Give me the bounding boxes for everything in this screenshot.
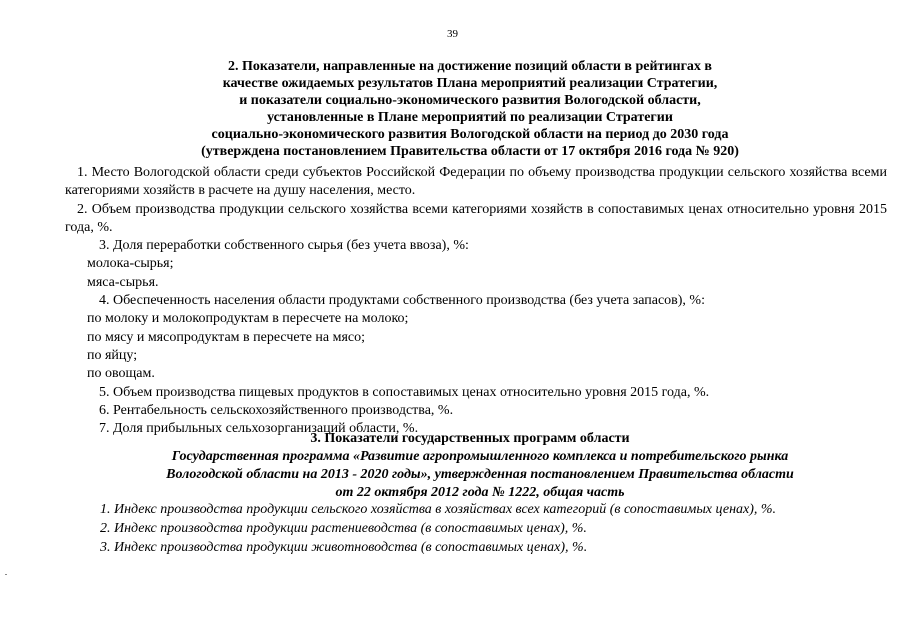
list-item: 3. Индекс производства продукции животноводства (в сопоставимых ценах), %. — [100, 540, 588, 555]
heading-line: социально-экономического развития Вологодской области на период до 2030 года — [211, 127, 729, 142]
list-subitem: по молоку и молокопродуктам в пересчете на молоко; — [87, 311, 409, 327]
heading-line: установленные в Плане мероприятий по реализации Стратегии — [267, 110, 673, 125]
list-subitem: по овощам. — [87, 366, 155, 382]
page-number: 39 — [447, 28, 458, 40]
heading-line: 2. Показатели, направленные на достижение позиций области в рейтингах в — [228, 59, 712, 74]
list-item: 1. Индекс производства продукции сельского хозяйства в хозяйствах всех категорий (в сопоставимых ценах), %. — [100, 502, 777, 517]
section-2-heading — [60, 58, 880, 160]
list-item: 2. Объем производства продукции сельского хозяйства всеми категориями хозяйств в сопоставимых ценах относительно уровня 2015 года, %. — [65, 201, 887, 235]
list-subitem: по яйцу; — [87, 347, 138, 363]
scan-mark — [5, 574, 7, 575]
list-item: 4. Обеспеченность населения области продуктами собственного производства (без учета запасов), %: — [99, 293, 705, 309]
program-title-line: от 22 октября 2012 года № 1222, общая часть — [335, 485, 625, 500]
list-item: 7. Доля прибыльных сельхозорганизаций области, %. — [99, 421, 419, 437]
section-3-list — [88, 500, 888, 557]
list-item: 5. Объем производства пищевых продуктов в сопоставимых ценах относительно уровня 2015 года, %. — [99, 384, 710, 400]
section-3-heading: 3. Показатели государственных программ области — [310, 431, 630, 446]
heading-line: качестве ожидаемых результатов Плана мероприятий реализации Стратегии, — [222, 76, 718, 91]
list-item: 6. Рентабельность сельскохозяйственного производства, %. — [99, 402, 454, 418]
program-title-line: Государственная программа «Развитие агропромышленного комплекса и потребительского рынка — [171, 449, 789, 464]
list-item: 2. Индекс производства продукции растениеводства (в сопоставимых ценах), %. — [100, 521, 587, 536]
list-subitem: мяса-сырья. — [87, 274, 159, 290]
heading-line: (утверждена постановлением Правительства области от 17 октября 2016 года № 920) — [201, 144, 739, 159]
list-subitem: молока-сырья; — [87, 256, 174, 272]
list-item: 3. Доля переработки собственного сырья (без учета ввоза), %: — [99, 238, 469, 254]
list-subitem: по мясу и мясопродуктам в пересчете на мясо; — [87, 329, 366, 345]
program-title-line: Вологодской области на 2013 - 2020 годы», утвержденная постановлением Правительства области — [166, 467, 794, 482]
section-2-list — [65, 164, 887, 438]
list-item: 1. Место Вологодской области среди субъектов Российской Федерации по объему производства продукции сельского хозяйства всеми категориями хозяйств в расчете на душу населения, место. — [65, 165, 887, 199]
program-title — [100, 448, 860, 502]
heading-line: и показатели социально-экономического развития Вологодской области, — [239, 93, 701, 108]
